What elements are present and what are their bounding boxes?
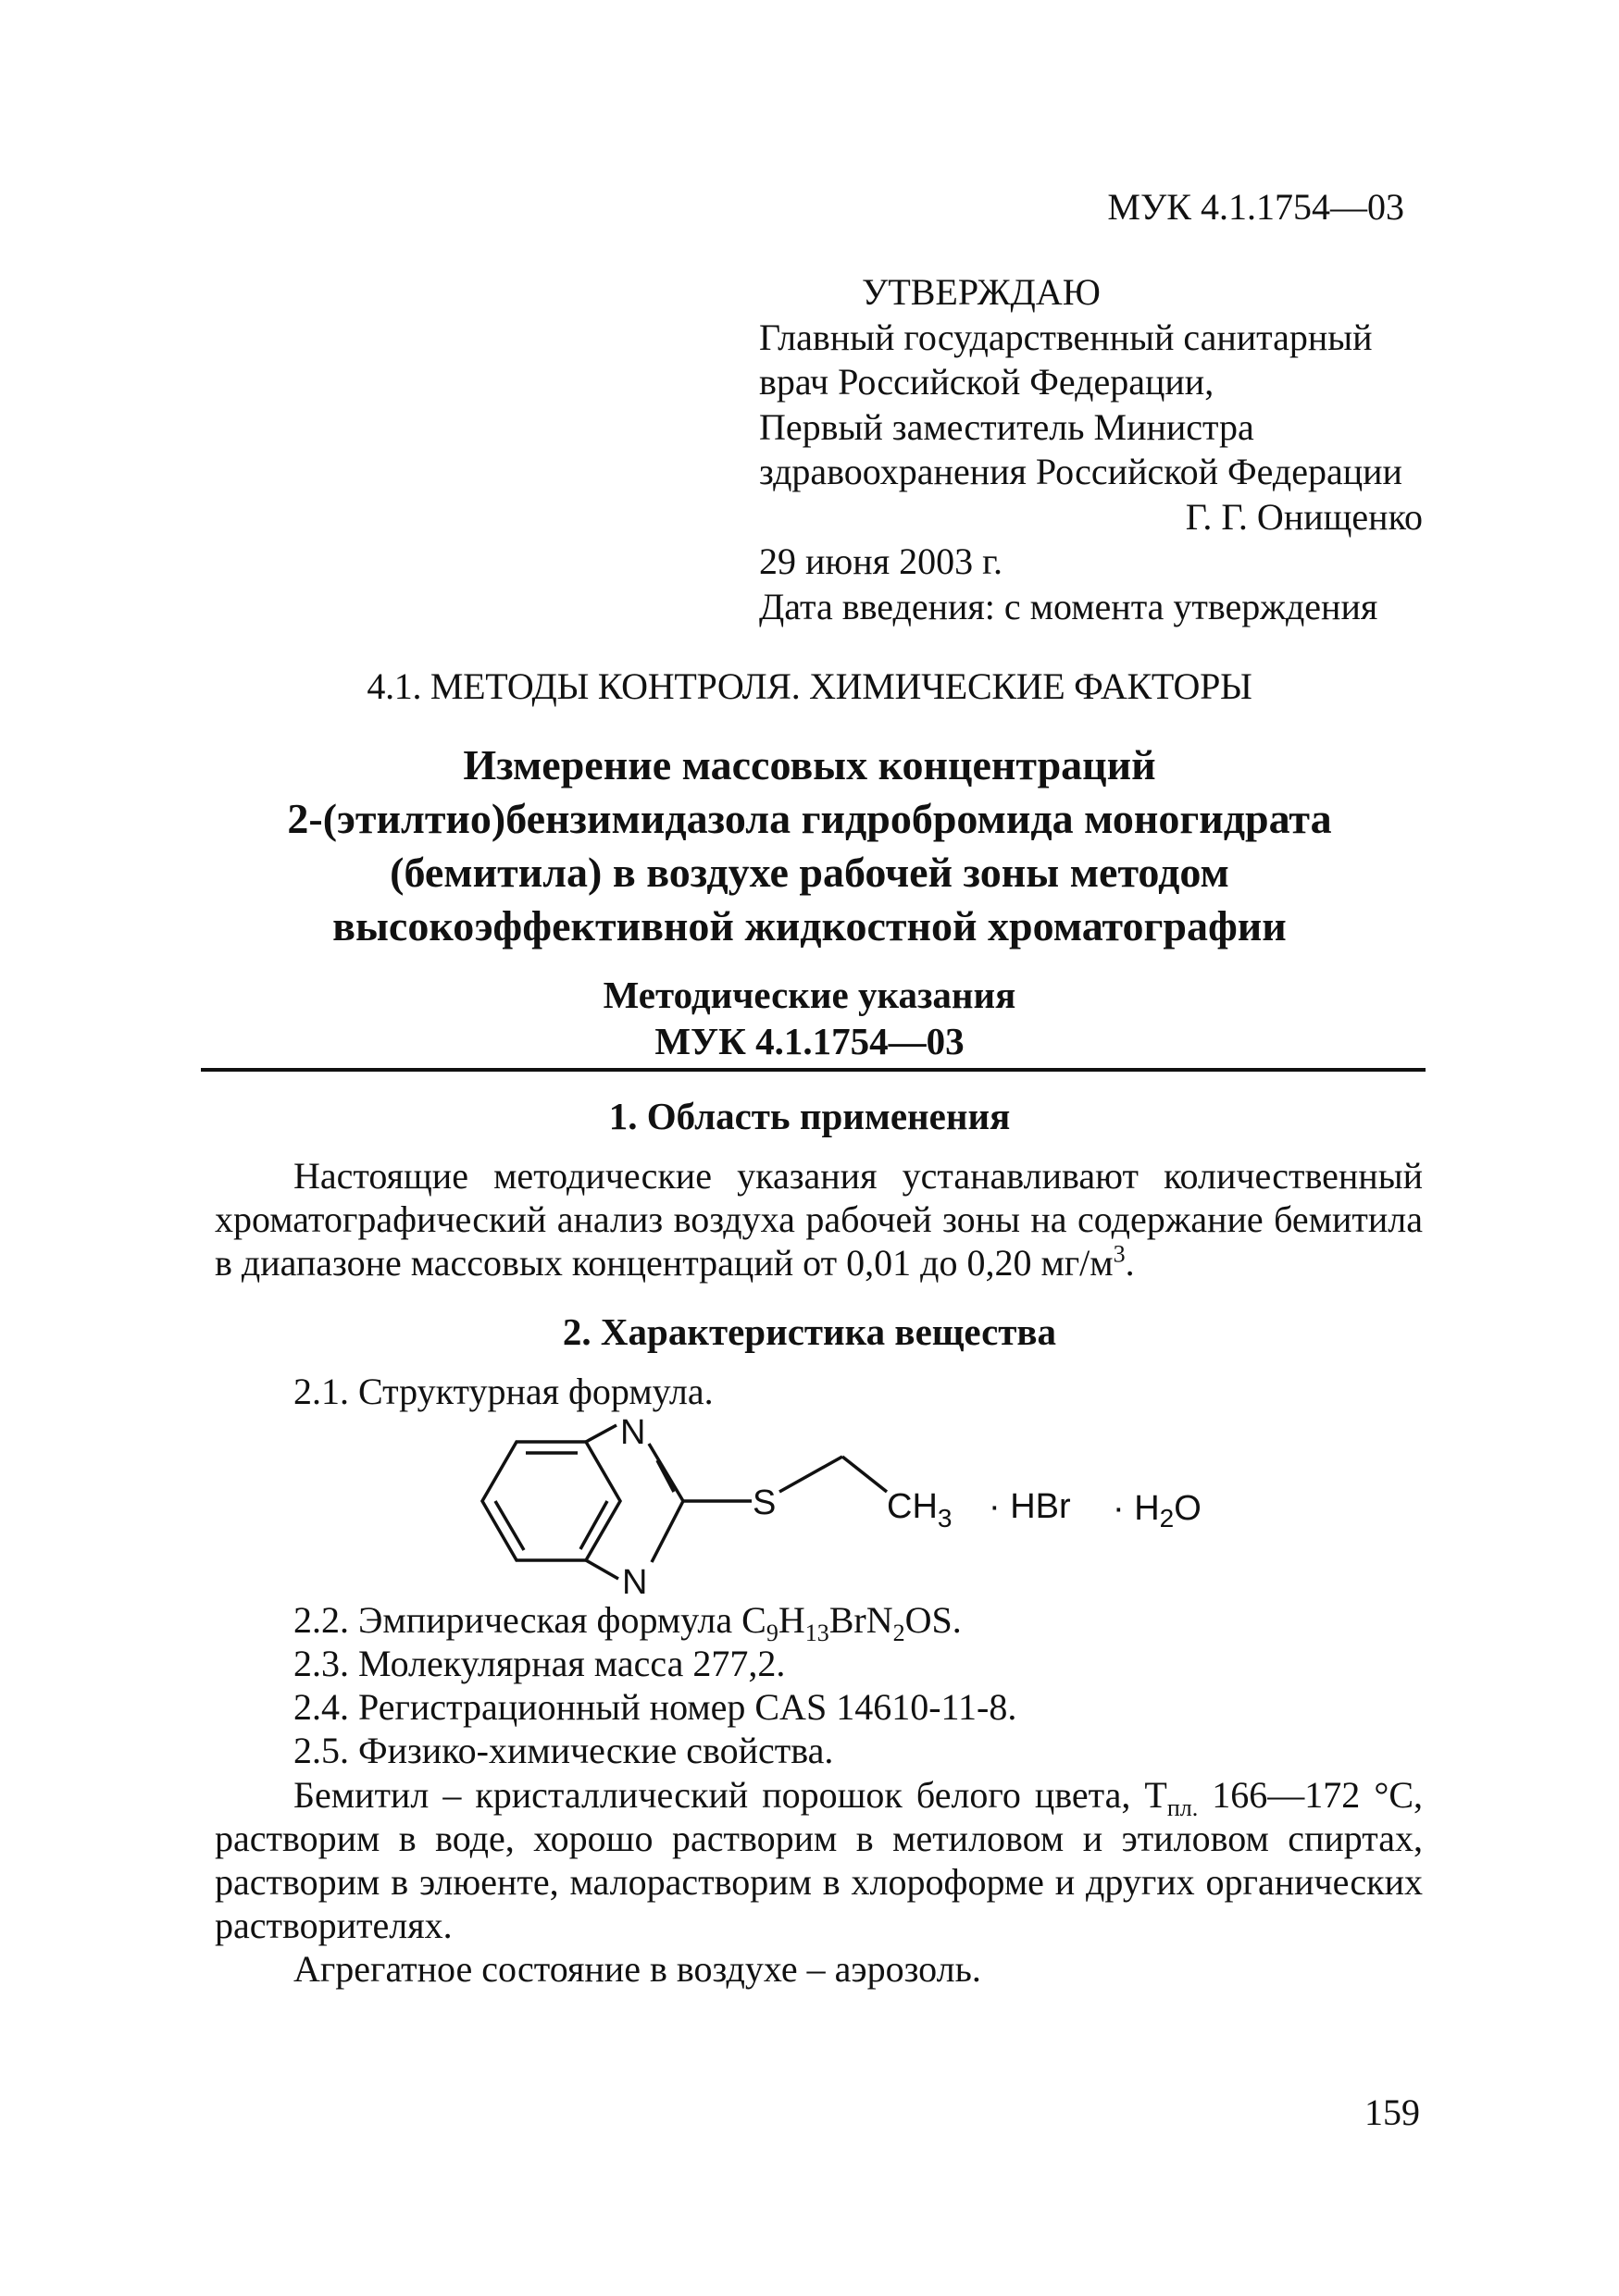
atom-n-top: N bbox=[620, 1416, 646, 1452]
atom-s: S bbox=[753, 1483, 777, 1522]
subtitle-line: МУК 4.1.1754—03 bbox=[654, 1020, 965, 1062]
document-title bbox=[185, 738, 1434, 953]
approval-line: Главный государственный санитарный bbox=[759, 316, 1373, 358]
thioethyl-chain bbox=[683, 1457, 887, 1501]
approval-heading: УТВЕРЖДАЮ bbox=[862, 271, 1101, 313]
section-1-text bbox=[215, 1154, 1423, 1285]
properties-text: Бемитил – кристаллический порошок белого цвета, $Т_{пл.}$ 166—172 °С, растворим в воде, хорошо растворим в метиловом и этиловом спиртах, растворим в элюенте, малорастворим в хлороформе и других органических растворителях. bbox=[215, 1774, 1423, 1946]
hbr-label: · HBr bbox=[989, 1487, 1071, 1526]
item-2-4: 2.4. Регистрационный номер CAS 14610-11-8. bbox=[293, 1686, 1017, 1728]
subtitle-line: Методические указания bbox=[603, 974, 1016, 1016]
structural-formula bbox=[454, 1416, 1213, 1601]
item-2-3: 2.3. Молекулярная масса 277,2. bbox=[293, 1643, 786, 1684]
approval-effective-date: Дата введения: с момента утверждения bbox=[759, 585, 1378, 627]
document-subtitle bbox=[185, 972, 1434, 1064]
approval-line: здравоохранения Российской Федерации bbox=[759, 451, 1402, 492]
title-line: (бемитила) в воздухе рабочей зоны методом bbox=[390, 849, 1229, 896]
category-heading: 4.1. МЕТОДЫ КОНТРОЛЯ. ХИМИЧЕСКИЕ ФАКТОРЫ bbox=[367, 665, 1252, 707]
title-line: высокоэффективной жидкостной хроматографии bbox=[332, 902, 1287, 949]
approval-date: 29 июня 2003 г. bbox=[759, 540, 1003, 582]
aggregate-state: Агрегатное состояние в воздухе – аэрозоль. bbox=[293, 1948, 981, 1990]
item-2-2: 2.2. Эмпирическая формула $C_9H_{13}BrN_2OS$. bbox=[293, 1599, 962, 1646]
section-1-body: Настоящие методические указания устанавливают количественный хроматографический анализ воздуха рабочей зоны на содержание бемитила в диапазоне массовых концентраций от 0,01 до 0,20 мг/м bbox=[215, 1155, 1423, 1284]
approval-signatory: Г. Г. Онищенко bbox=[1185, 495, 1423, 538]
item-2-1: 2.1. Структурная формула. bbox=[293, 1371, 714, 1412]
atom-n-bottom: N bbox=[622, 1563, 648, 1601]
title-line: Измерение массовых концентраций bbox=[463, 741, 1156, 788]
document-code: МУК 4.1.1754—03 bbox=[1107, 186, 1404, 228]
water-label: · $H_2O$ bbox=[1113, 1489, 1202, 1533]
section-2-heading: 2. Характеристика вещества bbox=[562, 1310, 1057, 1353]
item-2-5: 2.5. Физико-химические свойства. bbox=[293, 1730, 834, 1771]
approval-block bbox=[759, 270, 1426, 629]
page-number: 159 bbox=[1364, 2091, 1420, 2133]
benzene-ring bbox=[482, 1442, 620, 1560]
methyl-group: $CH_3$ bbox=[887, 1487, 953, 1533]
approval-line: врач Российской Федерации, bbox=[759, 361, 1214, 403]
title-line: 2-(этилтио)бензимидазола гидробромида моногидрата bbox=[287, 795, 1332, 842]
approval-line: Первый заместитель Министра bbox=[759, 405, 1254, 448]
section-1-end: . bbox=[1125, 1242, 1135, 1284]
horizontal-rule bbox=[201, 1068, 1426, 1072]
unit-superscript: 3 bbox=[1113, 1240, 1126, 1268]
melting-subscript: пл. bbox=[1166, 1794, 1199, 1821]
section-1-heading: 1. Область применения bbox=[608, 1095, 1011, 1137]
